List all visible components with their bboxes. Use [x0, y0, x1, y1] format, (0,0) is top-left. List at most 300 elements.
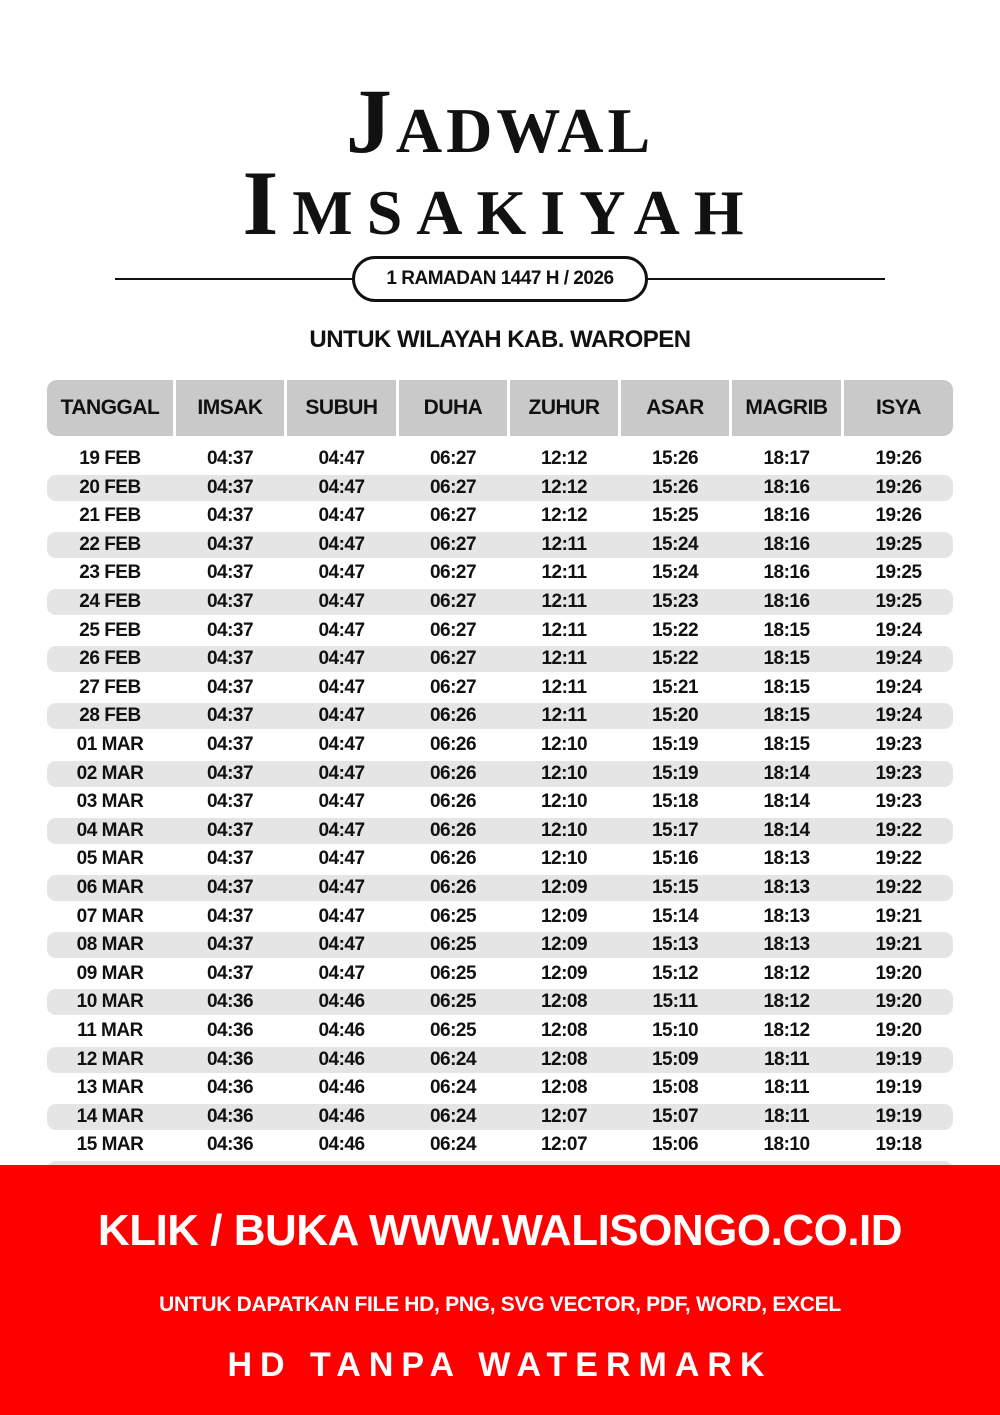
cell-magrib	[732, 818, 841, 844]
cell-tanggal	[47, 1132, 173, 1158]
table-row	[47, 789, 953, 815]
cell-value: 19:26	[875, 448, 922, 469]
cell-value: 12:10	[540, 762, 588, 784]
cell-subuh	[287, 618, 396, 644]
cell-imsak	[176, 961, 284, 987]
cell-isya	[844, 789, 953, 815]
column-header-imsak	[176, 380, 284, 436]
cell-isya	[844, 475, 953, 501]
cell-value: 04:47	[318, 476, 365, 498]
title-initial: I	[242, 152, 293, 254]
cell-value: 06:27	[429, 505, 477, 527]
cell-isya	[844, 904, 953, 930]
table-row	[47, 446, 953, 472]
cell-imsak	[176, 1047, 284, 1073]
cell-value: 15:26	[651, 476, 699, 498]
cell-value: 12:10	[540, 819, 588, 841]
cell-tanggal	[47, 932, 173, 958]
cell-value: 19:24	[875, 619, 922, 641]
cell-value: 18:12	[763, 1020, 810, 1041]
cell-zuhur	[510, 904, 618, 930]
title-initial: J	[345, 70, 396, 172]
cell-subuh	[287, 961, 396, 987]
cell-value: 15:19	[651, 762, 699, 784]
cell-zuhur	[510, 503, 618, 529]
cell-value: 15:24	[651, 533, 699, 555]
cell-value: 12:11	[541, 619, 587, 641]
cell-imsak	[176, 789, 284, 815]
cell-imsak	[176, 589, 284, 615]
cell-tanggal	[47, 675, 173, 701]
cell-zuhur	[510, 846, 618, 872]
cell-value: 04:37	[206, 762, 254, 784]
cell-duha	[399, 932, 507, 958]
cell-zuhur	[510, 475, 618, 501]
cell-magrib	[732, 503, 841, 529]
cell-isya	[844, 646, 953, 672]
cell-tanggal	[47, 503, 173, 529]
cell-isya	[844, 618, 953, 644]
cell-imsak	[176, 846, 284, 872]
cell-asar	[621, 560, 729, 586]
cell-value: 04:46	[318, 1134, 365, 1156]
cell-zuhur	[510, 875, 618, 901]
cell-zuhur	[510, 1075, 618, 1101]
cell-value: 04:47	[318, 648, 365, 670]
cell-value: 19:21	[875, 905, 922, 927]
cell-asar	[621, 1018, 729, 1044]
cell-subuh	[287, 475, 396, 501]
cell-value: 04:36	[206, 1048, 254, 1070]
banner-subline	[0, 1287, 1000, 1323]
cell-duha	[399, 675, 507, 701]
cell-value: 12:10	[540, 848, 588, 870]
cell-duha	[399, 618, 507, 644]
cell-magrib	[732, 532, 841, 558]
badge-text: 1 RAMADAN 1447 H / 2026	[386, 268, 614, 289]
cell-tanggal	[47, 875, 173, 901]
table-row	[47, 989, 953, 1015]
column-header-label: SUBUH	[305, 396, 378, 419]
cell-value: 15:14	[651, 905, 699, 927]
cell-value: 06:27	[429, 591, 477, 612]
cell-value: 15:12	[651, 962, 699, 984]
cell-value: 15 MAR	[76, 1134, 144, 1156]
cell-value: 12:08	[540, 1048, 588, 1070]
cell-value: 19:23	[875, 791, 922, 813]
cell-value: 18:14	[763, 819, 810, 841]
cell-value: 06:25	[429, 905, 477, 927]
cell-isya	[844, 532, 953, 558]
cell-value: 06:24	[429, 1134, 477, 1156]
cell-isya	[844, 1018, 953, 1044]
banner-tagline	[0, 1343, 1000, 1387]
cell-value: 15:19	[651, 734, 699, 755]
cell-asar	[621, 846, 729, 872]
cell-tanggal	[47, 761, 173, 787]
cell-isya	[844, 818, 953, 844]
cell-value: 06:27	[429, 619, 477, 641]
cell-tanggal	[47, 989, 173, 1015]
cell-value: 12:08	[540, 1020, 588, 1041]
cell-asar	[621, 446, 729, 472]
cell-value: 04:47	[318, 505, 365, 527]
cell-value: 06:26	[429, 734, 477, 755]
cell-value: 19 FEB	[79, 448, 141, 469]
cell-value: 06:27	[429, 676, 477, 698]
cell-value: 12:07	[540, 1105, 588, 1127]
cell-value: 14 MAR	[76, 1105, 144, 1127]
cell-value: 21 FEB	[79, 505, 141, 527]
cell-magrib	[732, 846, 841, 872]
cell-value: 04:37	[206, 448, 254, 469]
cell-value: 19:25	[875, 533, 922, 555]
cell-value: 18:13	[763, 905, 810, 927]
table-row	[47, 560, 953, 586]
cell-imsak	[176, 761, 284, 787]
cell-value: 18:15	[763, 676, 810, 698]
cell-value: 06:27	[429, 448, 477, 469]
column-header-label: ISYA	[875, 396, 922, 419]
page-title-line2	[0, 150, 1000, 256]
cell-magrib	[732, 1132, 841, 1158]
cell-zuhur	[510, 789, 618, 815]
cell-magrib	[732, 1018, 841, 1044]
cell-magrib	[732, 732, 841, 758]
cell-value: 06:25	[429, 991, 477, 1013]
cell-duha	[399, 560, 507, 586]
cell-value: 15:17	[651, 819, 699, 841]
title-rest: ADWAL	[395, 95, 655, 166]
cell-value: 19:25	[875, 562, 922, 584]
cell-value: 04:37	[206, 848, 254, 870]
cell-value: 04:37	[206, 562, 254, 584]
cell-value: 15:15	[651, 877, 699, 898]
cell-magrib	[732, 703, 841, 729]
cell-asar	[621, 989, 729, 1015]
table-header	[47, 380, 953, 436]
column-header-label: DUHA	[423, 396, 483, 419]
cell-imsak	[176, 532, 284, 558]
cell-value: 04:37	[206, 934, 254, 956]
cell-value: 12:09	[540, 877, 588, 898]
cell-imsak	[176, 904, 284, 930]
cell-value: 19:20	[875, 1020, 922, 1041]
cell-isya	[844, 503, 953, 529]
cell-value: 12:09	[540, 962, 588, 984]
cell-duha	[399, 446, 507, 472]
cell-value: 12:12	[540, 505, 588, 527]
cell-value: 12:11	[541, 676, 587, 698]
cell-subuh	[287, 989, 396, 1015]
cell-isya	[844, 846, 953, 872]
cell-value: 04:37	[206, 819, 254, 841]
cell-zuhur	[510, 446, 618, 472]
cell-zuhur	[510, 560, 618, 586]
cell-duha	[399, 961, 507, 987]
cell-value: 25 FEB	[79, 619, 141, 641]
cell-value: 03 MAR	[76, 791, 144, 813]
cell-isya	[844, 989, 953, 1015]
cell-value: 06:24	[429, 1105, 477, 1127]
cell-imsak	[176, 618, 284, 644]
cell-value: 11 MAR	[77, 1020, 143, 1041]
table-row	[47, 875, 953, 901]
cell-magrib	[732, 589, 841, 615]
table-row	[47, 703, 953, 729]
cell-magrib	[732, 789, 841, 815]
column-header-duha	[399, 380, 507, 436]
cell-tanggal	[47, 1047, 173, 1073]
cell-value: 04:47	[318, 819, 365, 841]
subtitle-text: UNTUK WILAYAH KAB. WAROPEN	[309, 326, 691, 353]
cell-tanggal	[47, 1104, 173, 1130]
cell-imsak	[176, 989, 284, 1015]
cell-value: 18:14	[763, 791, 810, 813]
cell-value: 04:47	[318, 562, 365, 584]
cell-asar	[621, 761, 729, 787]
cell-asar	[621, 646, 729, 672]
cell-value: 19:25	[875, 591, 922, 612]
cell-value: 04:37	[206, 648, 254, 670]
cell-duha	[399, 646, 507, 672]
cell-zuhur	[510, 1018, 618, 1044]
title-rest: MSAKIYAH	[292, 177, 758, 248]
cell-value: 04 MAR	[76, 819, 144, 841]
column-header-isya	[844, 380, 953, 436]
cell-imsak	[176, 675, 284, 701]
cell-duha	[399, 761, 507, 787]
table-row	[47, 618, 953, 644]
cell-value: 04:46	[318, 1077, 365, 1099]
cell-value: 19:24	[875, 705, 922, 727]
cell-value: 12 MAR	[76, 1048, 144, 1070]
banner-headline[interactable]	[0, 1203, 1000, 1259]
cell-value: 12:09	[540, 934, 588, 956]
cell-value: 04:37	[206, 476, 254, 498]
cell-tanggal	[47, 846, 173, 872]
cell-tanggal	[47, 446, 173, 472]
cell-value: 06:26	[429, 819, 477, 841]
cell-value: 12:11	[541, 533, 587, 555]
cell-value: 04:46	[318, 1020, 365, 1041]
cell-isya	[844, 961, 953, 987]
cell-value: 18:16	[763, 505, 810, 527]
cell-value: 12:11	[541, 705, 587, 727]
cell-asar	[621, 1075, 729, 1101]
cell-duha	[399, 1132, 507, 1158]
cell-subuh	[287, 1104, 396, 1130]
cell-asar	[621, 904, 729, 930]
cell-asar	[621, 818, 729, 844]
cell-value: 19:20	[875, 962, 922, 984]
cell-value: 12:11	[541, 648, 587, 670]
cell-duha	[399, 1104, 507, 1130]
cell-isya	[844, 1132, 953, 1158]
cell-value: 15:07	[651, 1105, 699, 1127]
cell-magrib	[732, 618, 841, 644]
cell-value: 23 FEB	[79, 562, 141, 584]
table-row	[47, 961, 953, 987]
cell-value: 19:23	[875, 762, 922, 784]
cell-tanggal	[47, 618, 173, 644]
cell-value: 19:22	[875, 819, 922, 841]
cell-value: 06:26	[429, 791, 477, 813]
cell-value: 19:23	[875, 734, 922, 755]
cell-value: 15:21	[651, 676, 699, 698]
table-row	[47, 1047, 953, 1073]
divider-right	[645, 278, 885, 280]
cell-value: 06:25	[429, 934, 477, 956]
cell-value: 06:24	[429, 1048, 477, 1070]
banner-tagline-text: HD TANPA WATERMARK	[227, 1346, 773, 1384]
cell-value: 12:12	[540, 476, 588, 498]
cell-value: 19:18	[875, 1134, 922, 1156]
cell-imsak	[176, 1075, 284, 1101]
cell-tanggal	[47, 818, 173, 844]
cell-value: 12:08	[540, 991, 588, 1013]
cell-value: 19:24	[875, 648, 922, 670]
cell-value: 06:26	[429, 877, 477, 898]
cell-asar	[621, 532, 729, 558]
cell-magrib	[732, 904, 841, 930]
cell-value: 15:22	[651, 648, 699, 670]
cell-value: 12:10	[540, 734, 588, 755]
cell-magrib	[732, 646, 841, 672]
cell-value: 15:08	[651, 1077, 699, 1099]
table-row	[47, 503, 953, 529]
table-row	[47, 675, 953, 701]
cell-tanggal	[47, 732, 173, 758]
cell-zuhur	[510, 732, 618, 758]
cell-asar	[621, 589, 729, 615]
cell-isya	[844, 446, 953, 472]
cell-value: 18:15	[763, 705, 810, 727]
cell-value: 15:25	[651, 505, 699, 527]
cell-value: 04:46	[318, 991, 365, 1013]
cell-duha	[399, 818, 507, 844]
cell-value: 04:47	[318, 791, 365, 813]
cell-value: 15:20	[651, 705, 699, 727]
cell-duha	[399, 1075, 507, 1101]
cell-isya	[844, 761, 953, 787]
cell-value: 06:25	[429, 1020, 477, 1041]
cell-value: 06:24	[429, 1077, 477, 1099]
cell-value: 02 MAR	[76, 762, 144, 784]
cell-value: 19:22	[875, 877, 922, 898]
cell-imsak	[176, 475, 284, 501]
cell-value: 06:27	[429, 476, 477, 498]
cell-isya	[844, 589, 953, 615]
cell-magrib	[732, 1104, 841, 1130]
cell-value: 18:11	[763, 1048, 810, 1070]
cell-zuhur	[510, 589, 618, 615]
cell-value: 18:12	[763, 991, 810, 1013]
cell-value: 04:47	[318, 934, 365, 956]
cell-zuhur	[510, 532, 618, 558]
cell-value: 15:13	[651, 934, 699, 956]
table-row	[47, 846, 953, 872]
cell-value: 18:16	[763, 476, 810, 498]
cell-duha	[399, 989, 507, 1015]
cell-subuh	[287, 560, 396, 586]
column-header-label: IMSAK	[197, 396, 263, 419]
cell-value: 08 MAR	[76, 934, 144, 956]
cell-subuh	[287, 446, 396, 472]
cell-asar	[621, 475, 729, 501]
banner-link[interactable]: KLIK / BUKA WWW.WALISONGO.CO.ID	[97, 1206, 903, 1255]
cell-duha	[399, 1018, 507, 1044]
cell-value: 27 FEB	[79, 676, 141, 698]
cell-value: 04:47	[318, 676, 365, 698]
cell-value: 04:37	[206, 734, 254, 755]
cell-value: 04:37	[206, 676, 254, 698]
cell-zuhur	[510, 932, 618, 958]
cell-magrib	[732, 989, 841, 1015]
table-row	[47, 1132, 953, 1158]
cell-value: 18:16	[763, 591, 810, 612]
cell-value: 18:16	[763, 533, 810, 555]
cell-asar	[621, 618, 729, 644]
cell-value: 01 MAR	[76, 734, 144, 755]
cell-zuhur	[510, 1132, 618, 1158]
cell-isya	[844, 675, 953, 701]
cell-isya	[844, 932, 953, 958]
cell-tanggal	[47, 560, 173, 586]
cell-asar	[621, 961, 729, 987]
cell-value: 04:37	[206, 962, 254, 984]
cell-value: 18:12	[763, 962, 810, 984]
cell-value: 15:10	[651, 1020, 699, 1041]
cell-value: 18:13	[763, 934, 810, 956]
cell-value: 18:11	[763, 1077, 810, 1099]
cell-tanggal	[47, 703, 173, 729]
cell-value: 12:10	[540, 791, 588, 813]
column-header-label: ZUHUR	[528, 396, 600, 419]
cell-value: 04:37	[206, 705, 254, 727]
column-header-zuhur	[510, 380, 618, 436]
cell-value: 19:19	[875, 1048, 922, 1070]
cell-subuh	[287, 818, 396, 844]
cell-zuhur	[510, 989, 618, 1015]
cell-asar	[621, 1132, 729, 1158]
cell-duha	[399, 904, 507, 930]
cell-value: 10 MAR	[76, 991, 144, 1013]
cell-imsak	[176, 932, 284, 958]
cell-isya	[844, 732, 953, 758]
cell-subuh	[287, 1075, 396, 1101]
column-header-magrib	[732, 380, 841, 436]
cell-value: 18:14	[763, 762, 810, 784]
cell-value: 19:22	[875, 848, 922, 870]
column-header-subuh	[287, 380, 396, 436]
cell-imsak	[176, 560, 284, 586]
cell-value: 15:22	[651, 619, 699, 641]
cell-value: 18:13	[763, 848, 810, 870]
cell-magrib	[732, 932, 841, 958]
cell-value: 12:08	[540, 1077, 588, 1099]
promo-banner[interactable]	[0, 1165, 1000, 1415]
cell-value: 04:47	[318, 734, 365, 755]
cell-asar	[621, 932, 729, 958]
cell-value: 22 FEB	[79, 533, 141, 555]
table-row	[47, 589, 953, 615]
cell-isya	[844, 560, 953, 586]
cell-duha	[399, 875, 507, 901]
cell-value: 04:46	[318, 1105, 365, 1127]
ramadan-badge	[352, 256, 648, 302]
cell-value: 19:20	[875, 991, 922, 1013]
